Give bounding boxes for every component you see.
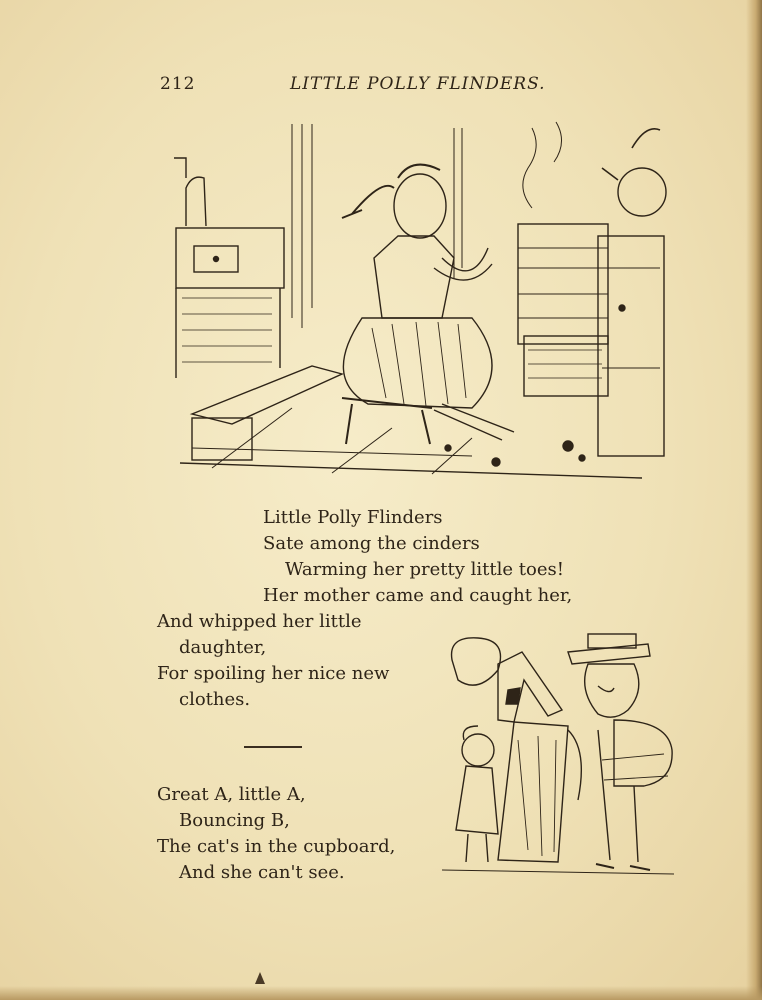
verse-line: clothes.	[179, 689, 251, 710]
verse-line: The cat's in the cupboard,	[157, 836, 396, 857]
verse-line: Sate among the cinders	[263, 533, 480, 554]
page-bottom-shadow	[0, 986, 762, 1000]
verse-line: Her mother came and caught her,	[263, 585, 573, 606]
verse-line: And whipped her little	[157, 611, 362, 632]
verse-line: daughter,	[179, 637, 267, 658]
verse-line: Bouncing B,	[179, 810, 290, 831]
verse-line: For spoiling her nice new	[157, 663, 390, 684]
poem-great-a	[157, 782, 395, 886]
verse-line: And she can't see.	[179, 862, 345, 883]
polly-flinders-drawing	[172, 118, 668, 484]
page-edge-shadow	[746, 0, 762, 1000]
running-title: LITTLE POLLY FLINDERS.	[290, 74, 546, 94]
poem-polly-flinders	[263, 505, 572, 609]
letter-characters-illustration	[438, 630, 678, 880]
verse-line: Little Polly Flinders	[263, 507, 443, 528]
polly-flinders-illustration	[172, 118, 668, 484]
verse-line: Great A, little A,	[157, 784, 306, 805]
page-foot-mark	[255, 972, 265, 984]
poem-polly-flinders-continued	[157, 609, 389, 713]
section-divider	[244, 746, 302, 748]
page-header	[0, 74, 762, 98]
letter-characters-drawing	[438, 630, 678, 880]
page-number: 212	[160, 74, 196, 94]
verse-line: Warming her pretty little toes!	[285, 559, 564, 580]
